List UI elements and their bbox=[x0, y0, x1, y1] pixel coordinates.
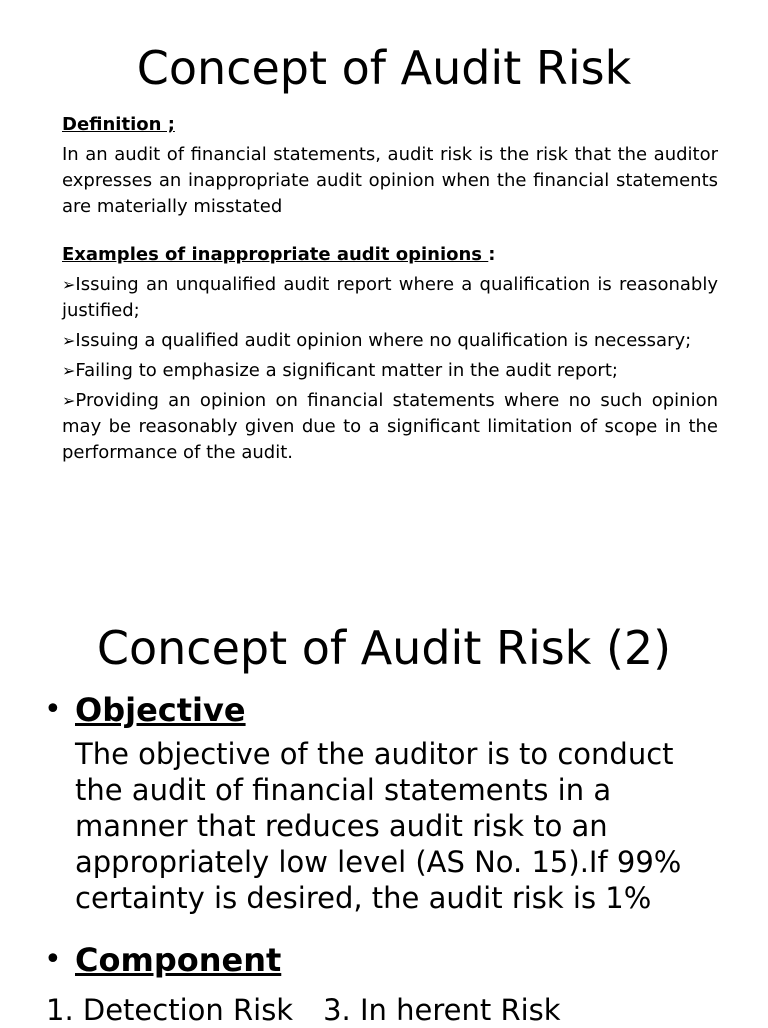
list-item bbox=[62, 388, 718, 466]
example-text: Providing an opinion on financial statements where no such opinion may be reasonably given due to a significant limitation of scope in the performance of the audit. bbox=[62, 390, 718, 463]
slide-1-title: Concept of Audit Risk bbox=[136, 41, 632, 95]
list-item bbox=[62, 358, 718, 384]
example-text: Failing to emphasize a significant matter in the audit report; bbox=[75, 360, 618, 381]
examples-heading-colon: : bbox=[488, 244, 496, 265]
component-item-inherent-risk: 3. In herent Risk bbox=[323, 993, 561, 1027]
examples-list bbox=[62, 272, 718, 466]
component-item-detection-risk: 1. Detection Risk bbox=[46, 993, 294, 1027]
slide-2-body bbox=[0, 688, 768, 1028]
component-heading: Component bbox=[75, 941, 282, 979]
objective-bullet bbox=[0, 688, 768, 732]
examples-heading: Examples of inappropriate audit opinions bbox=[62, 244, 489, 265]
example-text: Issuing a qualified audit opinion where no qualification is necessary; bbox=[75, 330, 692, 351]
definition-text: In an audit of financial statements, audit risk is the risk that the auditor expresses an inappropriate audit opinion when the financial statements are materially misstated bbox=[62, 144, 718, 217]
slide-2 bbox=[0, 590, 768, 1027]
definition-heading: Definition ; bbox=[62, 114, 175, 135]
slide-1-body bbox=[62, 112, 718, 470]
example-text: Issuing an unqualified audit report where a qualification is reasonably justified; bbox=[62, 274, 718, 321]
definition-heading-line bbox=[62, 112, 718, 138]
examples-heading-line bbox=[62, 242, 718, 268]
objective-text: The objective of the auditor is to conduct the audit of financial statements in a manner that reduces audit risk to an appropriately low level (AS No. 15).If 99% certainty is desired, the audit risk is 1% bbox=[75, 737, 682, 915]
bullet-icon: • bbox=[44, 692, 62, 727]
component-bullet bbox=[0, 938, 768, 982]
arrow-bullet-icon: ➢ bbox=[62, 391, 76, 410]
arrow-bullet-icon: ➢ bbox=[62, 331, 76, 350]
objective-heading: Objective bbox=[75, 691, 246, 729]
list-item bbox=[62, 328, 718, 354]
arrow-bullet-icon: ➢ bbox=[62, 275, 76, 294]
list-item bbox=[62, 272, 718, 324]
slide-2-title: Concept of Audit Risk (2) bbox=[96, 621, 672, 675]
arrow-bullet-icon: ➢ bbox=[62, 361, 76, 380]
component-items bbox=[46, 992, 768, 1028]
bullet-icon: • bbox=[44, 942, 62, 977]
